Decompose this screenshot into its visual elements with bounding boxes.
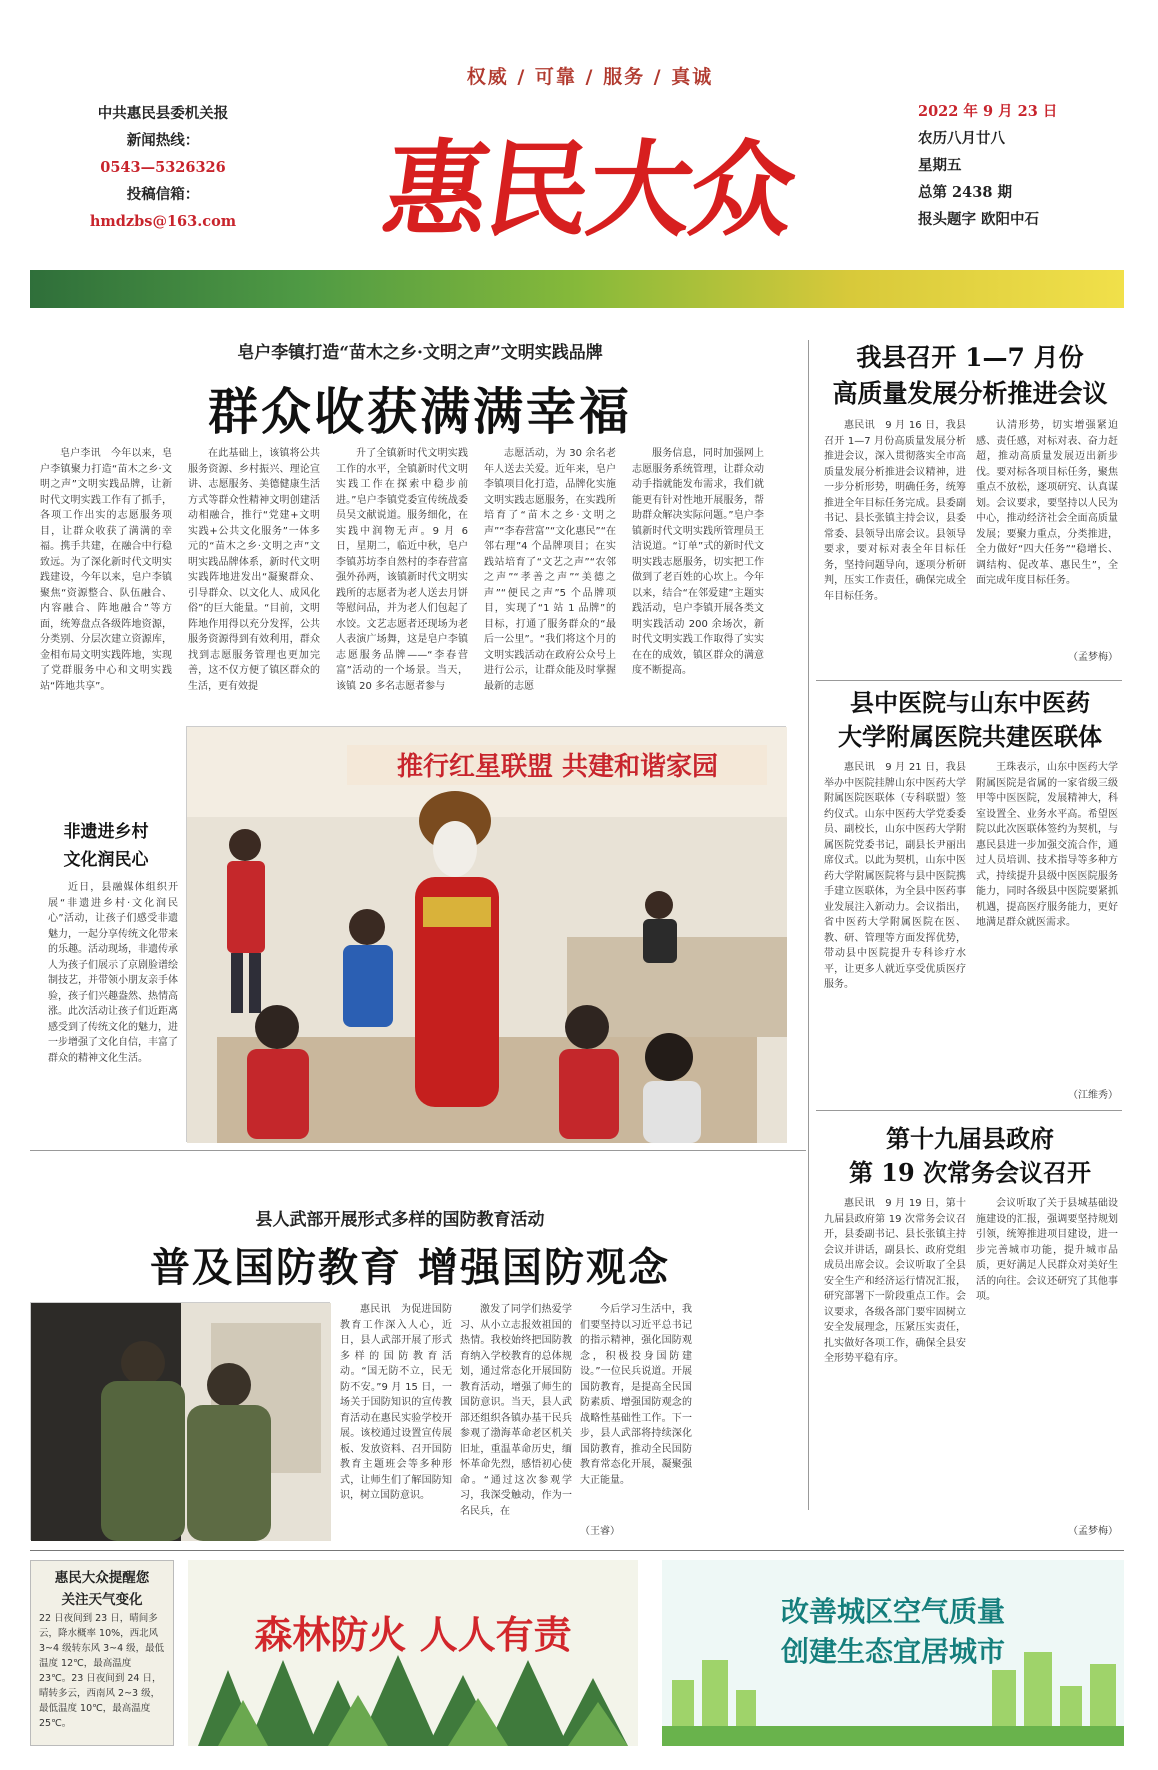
govt-column-1: 惠民讯 9 月 19 日，第十九届县政府第 19 次常务会议召开，县委副书记、县长张镇主持会议并讲话，副县长、政府党组成员出席会议。会议听取了全县安全生产和经济运行情况汇报，研究部署下一阶段重点工作。会议要求，各级各部门要牢固树立安全发展理念，压紧压实责任，扎实做好各项工作，确保全县安全形势平稳有序。 <box>824 1198 966 1364</box>
heritage-photo <box>186 726 786 1142</box>
lunar-date: 农历八月廿八 <box>918 130 1005 147</box>
masthead-logo <box>360 100 820 250</box>
meeting-headline: 我县召开 1—7 月份 高质量发展分析推进会议 <box>832 343 1108 408</box>
lead-column-2: 在此基础上，该镇将公共服务资源、乡村振兴、理论宣讲、志愿服务、美德健康生活方式等群众性精神文明创建活动相融合，推行“党建+文明实践+公共文化服务”一体多元的“苗木之乡·文明之声”文明实践品牌体系，新时代文明实践阵地进发出“凝聚群众、引导群众、以文化人、成风化俗”的巨大能量。“目前，文明阵地作用得以充分发挥，公共服务资源得到有效利用，群众找到志愿服务管理也更加完善，这不仅方便了镇区群众的生活，更有效提 <box>188 448 320 692</box>
lead-kicker: 皂户李镇打造“苗木之乡·文明之声”文明实践品牌 <box>237 343 603 363</box>
defense-column-3: 今后学习生活中，我们要坚持以习近平总书记的指示精神，强化国防观念，积极投身国防建设。”一位民兵说道。开展国防教育，是提高全民国防素质、增强国防观念的战略性基础性工作。下一步，县人武部将持续深化国防教育，推动全民国防教育常态化开展，凝聚强大正能量。 <box>580 1304 692 1486</box>
hospital-column-2: 王珠表示，山东中医药大学附属医院是省属的一家省级三级甲等中医医院，发展精神大，科室设置全、业务水平高。希望医院以此次医联体签约为契机，与惠民县进一步加强交流合作，通过人员培训、技术指导等多种方式，持续提升县级中医医院服务能力，同时各级县中医院要紧抓机遇，提高医疗服务能力，更好地满足群众就医需求。 <box>976 762 1118 928</box>
lead-column-4: 志愿活动，为 30 余名老年人送去关爱。近年来，皂户李镇项目化打造，品牌化实施文明实践志愿服务，在实践所培育了“苗木之乡·文明之声”“李春营富”“文化惠民”“在邻右理”4 个品牌项目；在实践站培育了“文艺之声”“农邻之声”“孝善之声”“美德之声”“便民之声”5 个品牌项目，实现了“1 站 1 品牌”的目标，打通了服务群众的“最后一公里”。“我们将这个月的文明实践活动在政府公众号上进行公示，让群众能及时掌握最新的志愿 <box>484 448 616 692</box>
divider <box>816 1110 1122 1111</box>
air-quality-banner <box>662 1560 1124 1746</box>
defense-photo-illustration <box>31 1303 331 1541</box>
weekday: 星期五 <box>918 157 962 174</box>
column-divider <box>808 340 809 1510</box>
divider <box>30 1150 806 1151</box>
lead-headline: 群众收获满满幸福 <box>208 382 632 441</box>
forest-fire-slogan: 森林防火 人人有责 <box>254 1613 572 1657</box>
lead-column-1: 皂户李讯 今年以来，皂户李镇聚力打造“苗木之乡·文明之声”文明实践品牌，让新时代文明实践工作有了抓手，各项工作出实的志愿服务项目，让群众收获了满满的幸福。携手共建，在融合中行稳致远。为了深化新时代文明实践建设，今年以来，皂户李镇聚焦“资源整合、队伍融合、内容融合、阵地融合”等方面，统筹盘点各级阵地资源，分类别、分层次建立资源库，金相布局文明实践阵地，实现了党群服务中心和文明实践站“阵地共享”。 <box>40 448 172 692</box>
heritage-headline: 非遗进乡村 文化润民心 <box>63 822 149 870</box>
govt-headline: 第十九届县政府 第 19 次常务会议召开 <box>848 1124 1092 1187</box>
issue-number: 总第 2438 期 <box>918 184 1012 201</box>
weather-title-1: 惠民大众提醒您 <box>54 1570 150 1586</box>
hospital-headline: 县中医院与山东中医药 大学附属医院共建医联体 <box>838 688 1102 751</box>
govt-byline: （孟梦梅） <box>1068 1526 1118 1537</box>
slogan: 权威 / 可靠 / 服务 / 真诚 <box>466 66 714 88</box>
lead-column-3: 升了全镇新时代文明实践工作的水平，全镇新时代文明实践工作在探索中稳步前进。”皂户李镇党委宣传统战委员吴文献说道。服务细化，在实践中润物无声。9 月 6 日，星期二，临近中秋，皂户李镇苏坊李自然村的李春营富强外孙两，该镇新时代文明实践所的志愿者为老人送去月饼等慰问品，并为老人们包起了水饺。文艺志愿者还现场为老人表演广场舞，这是皂户李镇志愿服务品牌——“李春营富”活动的一个场景。当天，该镇 20 多名志愿者参与 <box>336 448 468 692</box>
email-address: hmdzbs@163.com <box>89 213 237 230</box>
defense-column-2: 激发了同学们热爱学习、从小立志报效祖国的热情。我校始终把国防教育纳入学校教育的总体规划，通过常态化开展国防教育活动，增强了师生的国防意识。当天，县人武部还组织各镇办基干民兵参观了渤海革命老区机关旧址，重温革命历史，缅怀革命先烈，感悟初心使命。“通过这次参观学习，我深受触动，作为一名民兵，在 <box>460 1304 572 1517</box>
paper-info-right <box>918 98 1118 233</box>
issue-date: 2022 年 9 月 23 日 <box>918 103 1058 120</box>
weather-title-2: 关注天气变化 <box>61 1592 143 1608</box>
weather-box <box>30 1560 174 1746</box>
air-quality-slogan: 改善城区空气质量 创建生态宜居城市 <box>780 1595 1005 1668</box>
org-line: 中共惠民县委机关报 <box>97 105 229 122</box>
divider <box>816 680 1122 681</box>
calligraphy-credit: 报头题字 欧阳中石 <box>918 211 1040 228</box>
govt-column-2: 会议听取了关于县城基础设施建设的汇报，强调要坚持规划引领，统筹推进项目建设，进一步完善城市功能，提升城市品质，更好满足人民群众对美好生活的向往。会议还研究了其他事项。 <box>976 1198 1118 1302</box>
meeting-byline: （孟梦梅） <box>1068 652 1118 663</box>
meeting-column-2: 认清形势，切实增强紧迫感、责任感，对标对表、奋力赶超，推动高质量发展迈出新步伐。要对标各项目标任务，聚焦重点不放松，逐项研究、认真谋划。会议要求，要坚持以人民为中心，推动经济社会全面高质量发展；要聚力重点，分类推进，全力做好“四大任务”“稳增长、调结构、促改革、惠民生”，全面完成年度目标任务。 <box>976 420 1118 586</box>
paper-info-left <box>88 100 238 235</box>
heritage-body: 近日，县融媒体组织开展“非遗进乡村·文化润民心”活动，让孩子们感受非遗魅力，一起分享传统文化带来的乐趣。活动现场，非遗传承人为孩子们展示了京剧脸谱绘制技艺，并带领小朋友亲手体验，孩子们兴趣盎然、热情高涨。此次活动让孩子们近距离感受到了传统文化的魅力，进一步增强了文化自信，丰富了群众的精神文化生活。 <box>48 882 178 1064</box>
defense-byline: （王睿） <box>580 1526 620 1537</box>
defense-photo <box>30 1302 330 1540</box>
hospital-column-1: 惠民讯 9 月 21 日，我县举办中医院挂牌山东中医药大学附属医院医联体（专科联盟）签约仪式。山东中医药大学党委委员、副校长，山东中医药大学附属医院党委书记，副县长尹丽出席仪式。以此为契机，山东中医药大学附属医院将与县中医院携手建立医联体，为全县中医药事业发展注入新动力。会议指出，省中医药大学附属医院在医、教、研、管理等方面发挥优势，带动县中医院提升专科诊疗水平，让更多人就近享受优质医疗服务。 <box>824 762 966 990</box>
hospital-byline: （江维秀） <box>1068 1090 1118 1101</box>
weather-forecast: 22 日夜间到 23 日，晴间多云，降水概率 10%，西北风 3~4 级转东风 3~4 级，最低温度 12℃，最高温度 23℃。23 日夜间到 24 日，晴转多云，西南风 2~3 级，最低温度 10℃，最高温度 25℃。 <box>39 1613 165 1729</box>
photo-wall-slogan: 推行红星联盟 共建和谐家园 <box>397 752 719 782</box>
email-label: 投稿信箱： <box>126 186 200 203</box>
defense-column-1: 惠民讯 为促进国防教育工作深入人心，近日，县人武部开展了形式多样的国防教育活动。“国无防不立，民无防不安。”9 月 15 日，一场关于国防知识的宣传教育活动在惠民实验学校开展。该校通过设置宣传展板、发放资料、召开国防教育主题班会等多种形式，让师生们了解国防知识，树立国防意识。 <box>340 1304 452 1501</box>
heritage-photo-illustration <box>187 727 787 1143</box>
lead-column-5: 服务信息，同时加强网上志愿服务系统管理，让群众动动手指就能发布需求，我们就能更有针对性地开展服务，帮助群众解决实际问题。”皂户李镇新时代文明实践所管理员王洁说道。“订单”式的新时代文明实践志愿服务，切实把工作做到了老百姓的心坎上。今年以来，结合“在邻爱建”主题实践活动，皂户李镇开展各类文明实践活动 200 余场次，新时代文明实践工作取得了实实在在的成效，镇区群众的满意度不断提高。 <box>632 448 764 676</box>
divider <box>30 1550 1124 1551</box>
hotline-label: 新闻热线： <box>126 132 200 149</box>
masthead-title: 惠民大众 <box>376 128 802 251</box>
defense-headline: 普及国防教育 增强国防观念 <box>150 1244 670 1291</box>
meeting-column-1: 惠民讯 9 月 16 日，我县召开 1—7 月份高质量发展分析推进会议，深入贯彻落实全市高质量发展分析推进会议精神，进一步分析形势，明确任务，统筹推进全年目标任务完成。县委副书记、县长张镇主持会议，县委常委、县领导出席会议。县领导要求，要对标对表全年目标任务，坚持问题导向，逐项分析研判，压实工作责任，确保完成全年目标任务。 <box>824 420 966 602</box>
defense-kicker: 县人武部开展形式多样的国防教育活动 <box>255 1210 545 1230</box>
header-color-band <box>30 270 1124 308</box>
forest-fire-banner <box>188 1560 638 1746</box>
hotline-number: 0543—5326326 <box>100 159 226 176</box>
